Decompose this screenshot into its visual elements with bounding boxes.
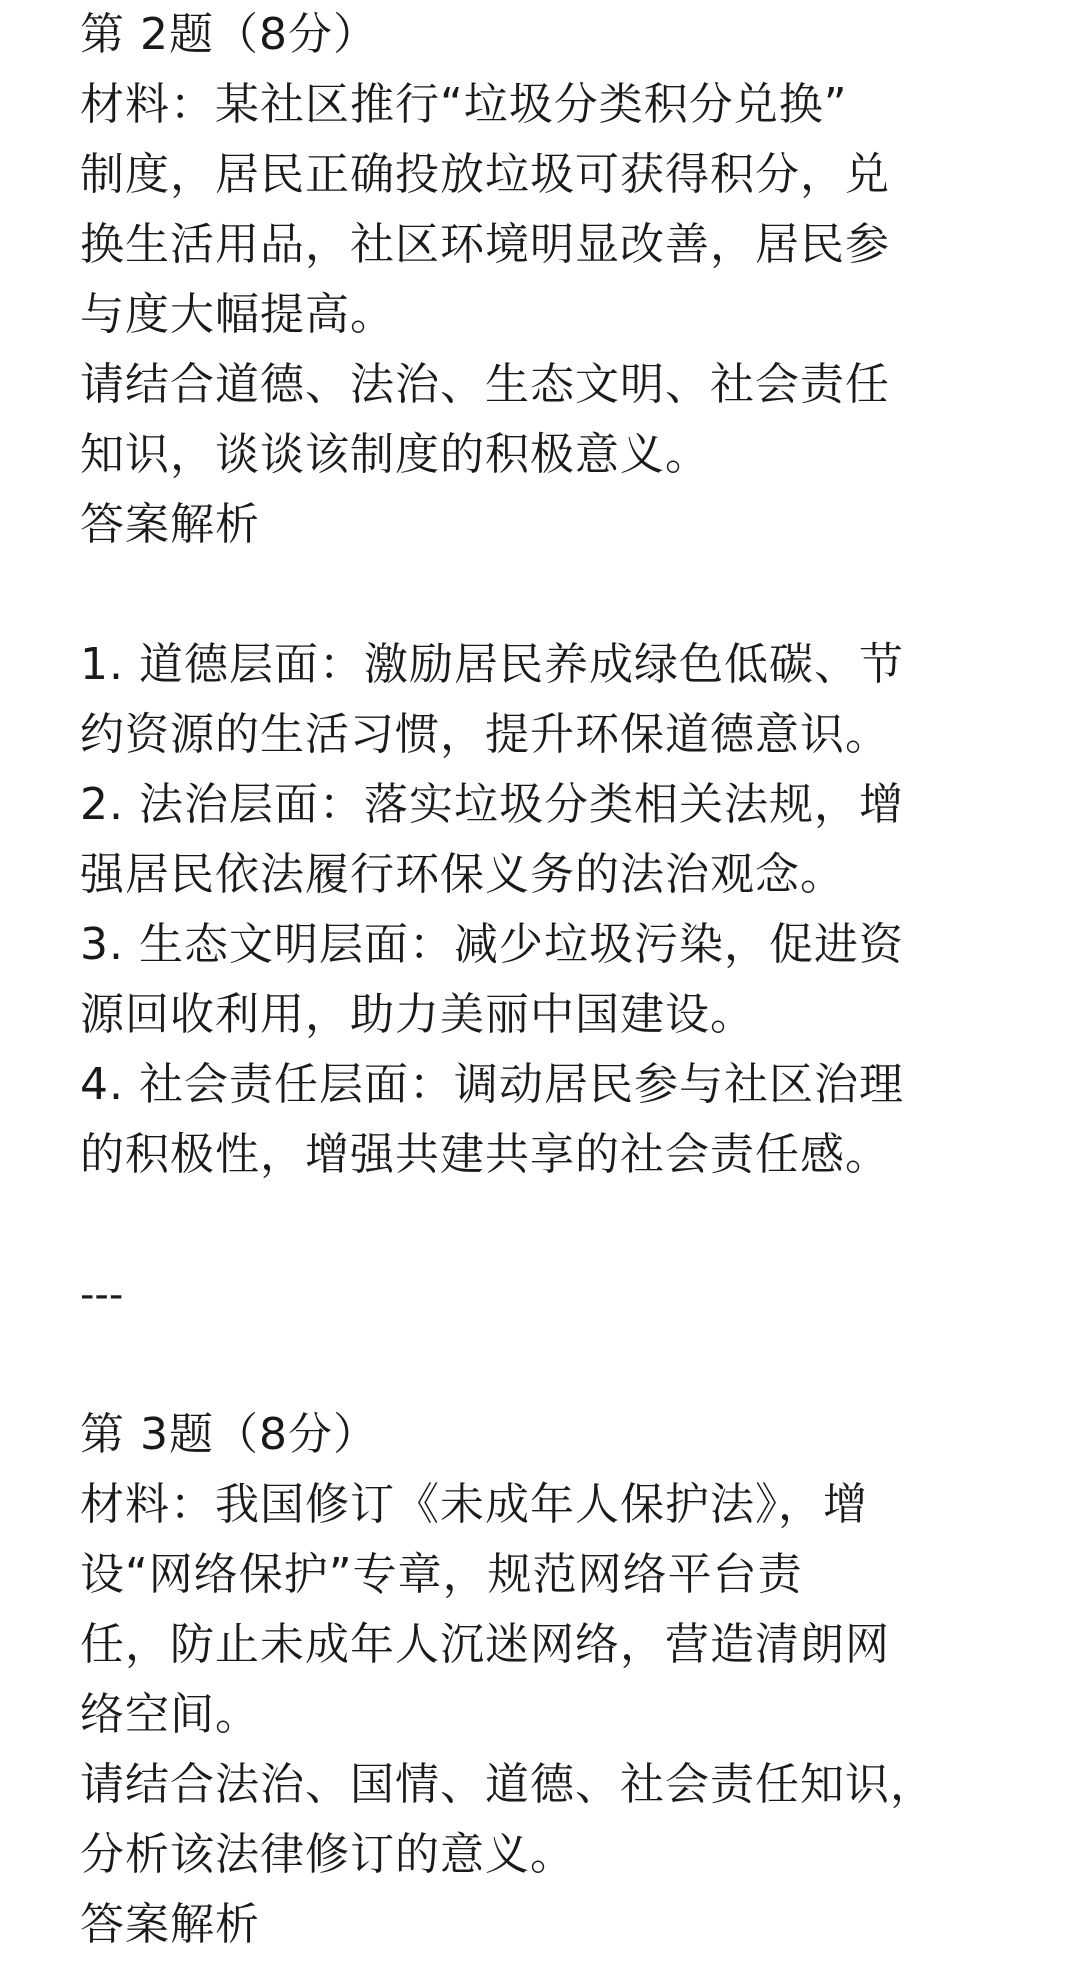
question-3-material-line: 任，防止未成年人沉迷网络，营造清朗网 bbox=[80, 1619, 890, 1670]
question-3-prompt-line: 分析该法律修订的意义。 bbox=[80, 1829, 575, 1880]
answer-point-line: 3. 生态文明层面：减少垃圾污染，促进资 bbox=[80, 919, 904, 970]
question-2-prompt-line: 知识，谈谈该制度的积极意义。 bbox=[80, 429, 710, 480]
question-2-material-line: 与度大幅提高。 bbox=[80, 289, 395, 340]
question-2-prompt-line: 请结合道德、法治、生态文明、社会责任 bbox=[80, 359, 890, 410]
blank-line bbox=[80, 1330, 1030, 1400]
question-3-prompt-line: 请结合法治、国情、道德、社会责任知识， bbox=[80, 1759, 935, 1810]
question-3-material-line: 络空间。 bbox=[80, 1689, 260, 1740]
answer-point-line: 的积极性，增强共建共享的社会责任感。 bbox=[80, 1129, 890, 1180]
question-3-material-line: 材料：我国修订《未成年人保护法》，增 bbox=[80, 1479, 868, 1530]
answer-point-line: 强居民依法履行环保义务的法治观念。 bbox=[80, 849, 845, 900]
document-page bbox=[80, 0, 1030, 1960]
answer-point-line: 源回收利用，助力美丽中国建设。 bbox=[80, 989, 755, 1040]
section-separator: --- bbox=[80, 1272, 124, 1318]
question-2-material-line: 制度，居民正确投放垃圾可获得积分，兑 bbox=[80, 149, 890, 200]
question-2-material-line: 换生活用品，社区环境明显改善，居民参 bbox=[80, 219, 890, 270]
answer-point-line: 约资源的生活习惯，提升环保道德意识。 bbox=[80, 709, 890, 760]
question-3-title: 第 3题（8分） bbox=[80, 1409, 378, 1460]
question-3-material-line: 设“网络保护”专章，规范网络平台责 bbox=[80, 1549, 803, 1600]
answer-point-line: 2. 法治层面：落实垃圾分类相关法规，增 bbox=[80, 779, 904, 830]
blank-line bbox=[80, 1190, 1030, 1260]
question-2-answer-label: 答案解析 bbox=[80, 499, 260, 550]
answer-point-line: 4. 社会责任层面：调动居民参与社区治理 bbox=[80, 1059, 904, 1110]
blank-line bbox=[80, 560, 1030, 630]
question-3-answer-label: 答案解析 bbox=[80, 1899, 260, 1950]
question-2-material-line: 材料：某社区推行“垃圾分类积分兑换” bbox=[80, 79, 848, 130]
question-2-title: 第 2题（8分） bbox=[80, 9, 378, 60]
answer-point-line: 1. 道德层面：激励居民养成绿色低碳、节 bbox=[80, 639, 904, 690]
